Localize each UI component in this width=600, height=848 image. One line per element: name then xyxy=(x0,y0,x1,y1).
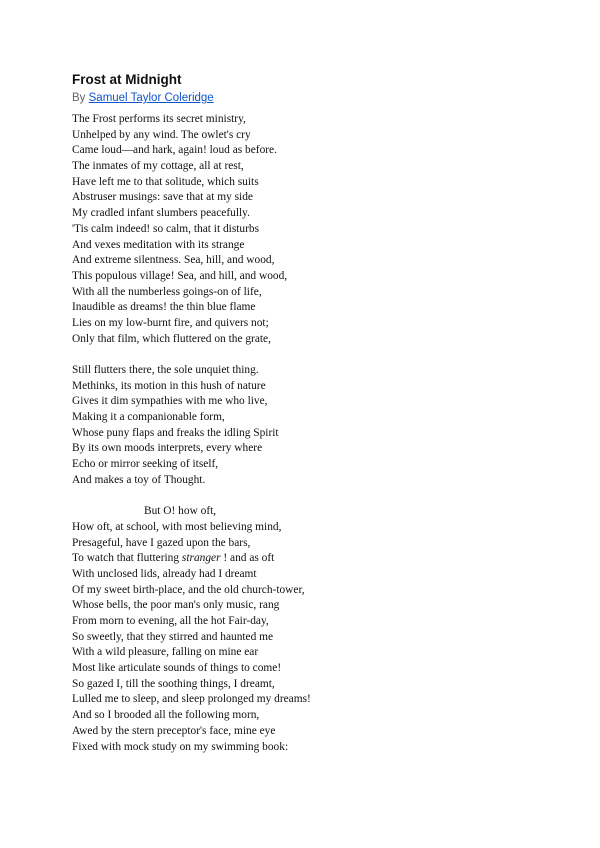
poem-line: The Frost performs its secret ministry, xyxy=(72,113,246,125)
poem-line: Presageful, have I gazed upon the bars, xyxy=(72,536,251,549)
poem-line: Making it a companionable form, xyxy=(72,411,225,424)
byline-prefix: By xyxy=(72,92,89,104)
poem-line: With all the numberless goings-on of life, xyxy=(72,285,262,298)
poem-line: With a wild pleasure, falling on mine ear xyxy=(72,646,259,659)
poem-line: And so I brooded all the following morn, xyxy=(72,709,260,722)
poem-page xyxy=(72,70,552,755)
poem-line: And extreme silentness. Sea, hill, and wood, xyxy=(72,254,275,267)
italic-word: stranger xyxy=(181,552,221,565)
poem-line: From morn to evening, all the hot Fair-day, xyxy=(72,615,269,627)
poem-line: Whose puny flaps and freaks the idling Spirit xyxy=(72,426,279,439)
poem-line: Of my sweet birth-place, and the old church-tower, xyxy=(72,583,305,596)
poem-line: So sweetly, that they stirred and haunted me xyxy=(72,630,274,643)
poem-line: Most like articulate sounds of things to come! xyxy=(72,662,282,675)
poem-line-with-italic xyxy=(72,551,552,567)
poem-line: 'Tis calm indeed! so calm, that it disturbs xyxy=(72,222,260,235)
poem-line: Echo or mirror seeking of itself, xyxy=(72,458,219,471)
poem-line: How oft, at school, with most believing mind, xyxy=(72,520,282,533)
poem-line: Whose bells, the poor man's only music, rang xyxy=(72,599,280,612)
stanza-break xyxy=(72,347,552,363)
poem-line: Lulled me to sleep, and sleep prolonged my dreams! xyxy=(72,693,311,706)
author-link[interactable]: Samuel Taylor Coleridge xyxy=(88,92,214,104)
poem-line: Fixed with mock study on my swimming book: xyxy=(72,740,289,753)
poem-line-indented: But O! how oft, xyxy=(144,505,217,518)
poem-line: Came loud—and hark, again! loud as before. xyxy=(72,144,277,157)
stanza-break xyxy=(72,489,552,505)
stanza-3 xyxy=(72,504,552,755)
poem-line: With unclosed lids, already had I dreamt xyxy=(72,567,257,580)
line-text: ! and as oft xyxy=(220,552,275,565)
poem-line: This populous village! Sea, and hill, and wood, xyxy=(72,269,288,282)
poem-line: Inaudible as dreams! the thin blue flame xyxy=(72,301,256,314)
byline xyxy=(72,89,552,109)
poem-line: Abstruser musings: save that at my side xyxy=(72,191,253,204)
poem-title: Frost at Midnight xyxy=(72,72,182,87)
poem-line: And vexes meditation with its strange xyxy=(72,238,245,251)
poem-line: Lies on my low-burnt fire, and quivers not; xyxy=(72,316,269,329)
poem-line: The inmates of my cottage, all at rest, xyxy=(72,160,244,173)
poem-line: Methinks, its motion in this hush of nature xyxy=(72,379,266,392)
poem-line: And makes a toy of Thought. xyxy=(72,473,206,486)
poem-line: Still flutters there, the sole unquiet thing. xyxy=(72,364,259,376)
poem-line: So gazed I, till the soothing things, I dreamt, xyxy=(72,677,275,690)
poem-line: My cradled infant slumbers peacefully. xyxy=(72,207,250,220)
stanza-2 xyxy=(72,363,552,489)
poem-line: Only that film, which fluttered on the grate, xyxy=(72,332,271,345)
poem-line: Awed by the stern preceptor's face, mine eye xyxy=(72,724,276,737)
poem-line: By its own moods interprets, every where xyxy=(72,442,263,455)
poem-line: Gives it dim sympathies with me who live, xyxy=(72,395,268,408)
line-text: To watch that fluttering xyxy=(72,552,182,565)
poem-line: Unhelped by any wind. The owlet's cry xyxy=(72,128,251,141)
poem-line: Have left me to that solitude, which suits xyxy=(72,175,259,188)
stanza-1 xyxy=(72,112,552,347)
